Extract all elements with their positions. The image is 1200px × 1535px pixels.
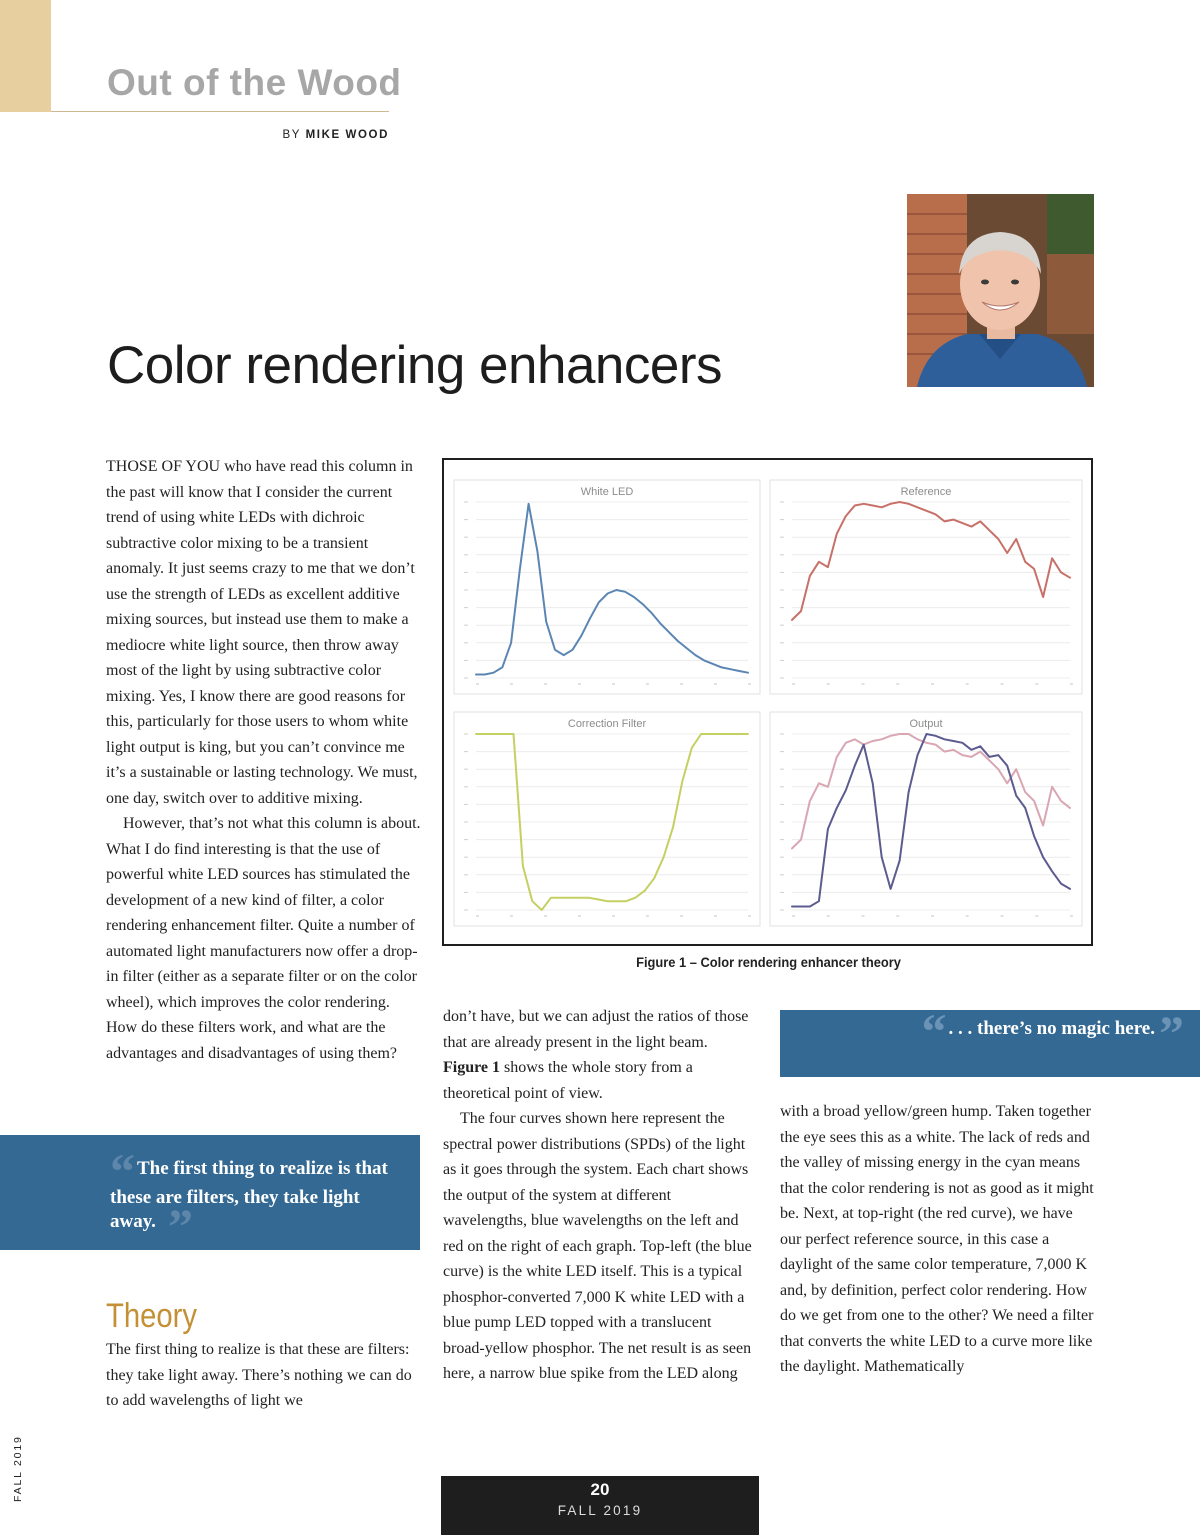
chart-title: White LED — [580, 486, 634, 498]
chart-panel-frame — [770, 712, 1082, 926]
pullquote-2-text: . . . there’s no magic here. — [948, 1018, 1155, 1039]
theory-heading: Theory — [106, 1297, 198, 1335]
chart-panel-frame — [770, 480, 1082, 694]
section-title: Out of the Wood — [107, 62, 402, 103]
figure-caption: Figure 1 – Color rendering enhancer theory — [636, 954, 901, 970]
paragraph — [443, 1004, 753, 1106]
chart-title: Output — [909, 718, 943, 730]
paragraph: THOSE OF YOU who have read this column in the past will know that I consider the current trend of using white LEDs with dichroic subtractive color mixing to be a transient anomaly. It just seems crazy to me that we don’t use the strength of LEDs as excellent additive mixing sources, but instead use them to make a mediocre white light source, then throw away most of the light by using subtractive color mixing. Yes, I know there are good reasons for this, particularly for those users to whom white light output is king, but you can’t convince me it’s a sustainable or lasting technology. We must, one day, switch over to additive mixing. — [106, 458, 418, 807]
paragraph: However, that’s not what this column is about. What I do find interesting is that the use of powerful white LED sources has stimulated the development of a new kind of filter, a color rendering enhancement filter. Quite a number of automated light manufacturers now offer a drop-in filter (either as a separate filter or on the color wheel), which improves the color rendering. How do these filters work, and what are the advantages and disadvantages of using them? — [106, 815, 421, 1062]
chart-panel-frame — [454, 480, 760, 694]
pullquote-2 — [921, 1003, 1179, 1061]
section-rule — [51, 111, 389, 112]
paragraph: The four curves shown here represent the spectral power distributions (SPDs) of the light as it goes through the system. Each chart shows the output of the system at different wavelengths, blue wavelengths on the left and red on the right of each graph. Top-left (the blue curve) is the white LED itself. This is a typical phosphor-converted 7,000 K white LED with a blue pump LED topped with a translucent broad-yellow phosphor. The net result is as seen here, a narrow blue spike from the LED along — [443, 1110, 752, 1382]
body-column-2 — [443, 1004, 753, 1387]
figure-1-chart — [444, 460, 1091, 944]
pullquote-1-text: The first thing to realize is that these are filters, they take light away. — [110, 1158, 388, 1232]
body-column-1 — [106, 454, 421, 1066]
open-quote-icon: “ — [921, 1003, 941, 1059]
byline-prefix: BY — [282, 129, 301, 141]
open-quote-icon: “ — [110, 1143, 129, 1199]
pullquote-1 — [110, 1143, 410, 1254]
figure-reference: Figure 1 — [443, 1059, 501, 1076]
byline-author: MIKE WOOD — [305, 129, 389, 141]
chart-title: Reference — [900, 486, 952, 498]
section-color-tab — [0, 0, 51, 112]
paragraph: with a broad yellow/green hump. Taken together the eye sees this as a white. The lack of reds and the valley of missing energy in the cyan means that the color rendering is not as good as it might be. Next, at top-right (the red curve), we have our perfect reference source, in this case a daylight of the same color temperature, 7,000 K and, by definition, perfect color rendering. How do we get from one to the other? We need a filter that converts the white LED to a curve more like the daylight. Mathematically — [780, 1103, 1094, 1375]
author-photo — [907, 194, 1094, 387]
side-issue-label: FALL 2019 — [12, 1435, 24, 1502]
paragraph: The first thing to realize is that these are filters: they take light away. There’s nothing we can do to add wavelengths of light we — [106, 1341, 412, 1409]
close-quote-icon: ” — [1159, 1005, 1178, 1061]
headline: Color rendering enhancers — [107, 336, 723, 395]
byline — [282, 129, 389, 141]
paragraph-part: don’t have, but we can adjust the ratios of those that are already present in the light beam. — [443, 1008, 749, 1051]
theory-body — [106, 1337, 421, 1414]
chart-panel-frame — [454, 712, 760, 926]
chart-title: Correction Filter — [567, 718, 647, 730]
close-quote-icon: ” — [167, 1197, 187, 1254]
body-column-3 — [780, 1099, 1094, 1380]
page-number: 20 — [590, 1480, 610, 1499]
paragraph-part: shows the whole story from a theoretical point of view. — [443, 1059, 693, 1102]
footer-issue: FALL 2019 — [557, 1503, 643, 1518]
